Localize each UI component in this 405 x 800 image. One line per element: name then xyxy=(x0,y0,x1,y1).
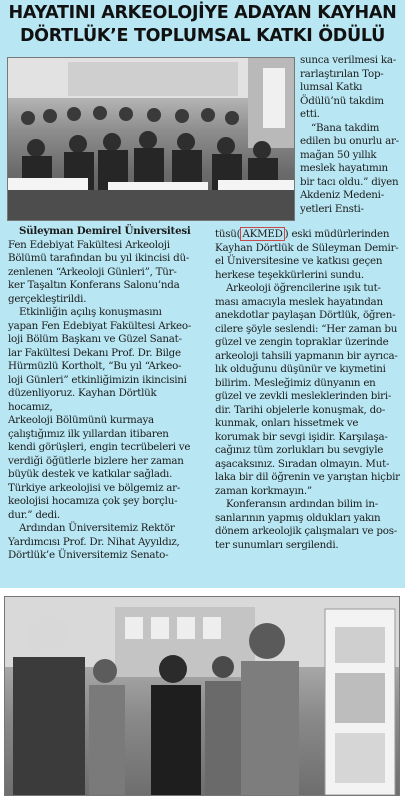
text-line: düzenliyoruz. Kayhan Dörtlük hocamız, xyxy=(8,387,157,413)
text-line: arkeoloji tahsili yapmanın bir ayrıca- xyxy=(215,349,398,362)
text-line: bilirim. Mesleğimiz dünyanın en xyxy=(215,376,376,389)
text-line: edilen bu onurlu ar- xyxy=(300,135,399,147)
text-line: Süleyman Demirel Üniversitesi xyxy=(19,225,191,237)
text-line: laka bir dil öğrenin ve yarıştan hiçbir xyxy=(215,471,400,483)
text-line: Türkiye arkeolojisi ve bölgemiz ar- xyxy=(8,481,181,494)
text-line: Arkeoloji öğrencilerine ışık tut- xyxy=(226,282,381,294)
text-line: Konferansın ardından bilim in- xyxy=(226,498,378,510)
text-line: cilere şöyle seslendi: “Her zaman bu xyxy=(215,322,398,335)
text-line: güzel ve zengin topraklar üzerinde xyxy=(215,336,389,348)
text-line: ması amacıyla meslek hayatından xyxy=(215,295,383,308)
text-line: yapan Fen Edebiyat Fakültesi Arkeo- xyxy=(8,319,192,332)
headline-line-2: DÖRTLÜK’E TOPLUMSAL KATKI ÖDÜLÜ xyxy=(19,26,386,46)
text-line: büyük destek ve katkılar sağladı. xyxy=(8,468,173,480)
text-line: verdiği öğütlerle bizlere her zaman xyxy=(8,454,184,467)
text-line: çalıştığımız ilk yıllardan itibaren xyxy=(8,427,169,440)
text-line: sanlarının yapmış oldukları yakın xyxy=(215,511,381,524)
text-line: “Bana takdim xyxy=(311,121,380,134)
text-line: lık olduğunu düşünür ve kıymetini xyxy=(215,363,386,375)
conference-audience-photo xyxy=(7,57,295,221)
text-line: dönem arkeolojik çalışmaları ve pos- xyxy=(215,525,397,537)
text-line: Hürmüzlü Kortholt, “Bu yıl “Arkeo- xyxy=(8,360,182,372)
text-line: bir tacı oldu.” diyen xyxy=(300,175,399,188)
text-line: gerçekleştirildi. xyxy=(8,292,87,305)
text-line: Fen Edebiyat Fakültesi Arkeoloji xyxy=(8,238,170,251)
text-line: Bölümü tarafından bu yıl ikincisi dü- xyxy=(8,252,190,264)
text-line: güzel ve zevkli mesleklerinden biri- xyxy=(215,390,392,402)
text-line: aşacaksınız. Sıradan olmayın. Mut- xyxy=(215,457,390,470)
text-line: mağan 50 yıllık xyxy=(300,148,377,161)
right-column xyxy=(215,228,401,552)
text-line: meslek hayatımın xyxy=(300,162,388,174)
text-line: cağınız tüm zorlukları bu sevgiyle xyxy=(215,444,384,456)
text-line: Akdeniz Medeni- xyxy=(300,189,384,201)
text-line: ter sunumları sergilendi. xyxy=(215,538,339,551)
text-line: anekdotlar paylaşan Dörtlük, öğren- xyxy=(215,309,396,321)
text-line: Dörtlük’e Üniversitemiz Senato- xyxy=(8,549,169,561)
text-line: keolojisi hocamıza çok şey borçlu- xyxy=(8,495,178,507)
headline-line-1: HAYATINI ARKEOLOJİYE ADAYAN KAYHAN xyxy=(8,3,397,23)
text-line: loji Günleri” etkinliğimizin ikincisini xyxy=(8,373,187,386)
text-line: ker Taşaltın Konferans Salonu’nda xyxy=(8,279,180,291)
text-line: dur.” dedi. xyxy=(8,508,60,521)
audience-illustration xyxy=(8,58,295,221)
text-line: rarlaştırılan Top- xyxy=(300,67,384,80)
text-line: el Üniversitesine ve katkısı geçen xyxy=(215,255,383,267)
text-line: kendi görüşleri, engin tecrübeleri ve xyxy=(8,441,191,453)
text-line: zaman korkmayın.” xyxy=(215,484,312,497)
text-line: etti. xyxy=(300,108,320,120)
headline xyxy=(0,0,405,50)
text-line: korumak bir sevgi işidir. Karşılaşa- xyxy=(215,430,388,443)
right-top-column xyxy=(300,54,400,216)
text-line: lumsal Katkı xyxy=(300,81,363,93)
poster-session-illustration xyxy=(5,597,400,796)
text-line: Ardından Üniversitemiz Rektör xyxy=(19,522,175,534)
akmed-highlight: AKMED xyxy=(242,228,283,240)
text-line: kunmak, onları hissetmek ve xyxy=(215,417,359,429)
text-line: Etkinliğin açılış konuşmasını xyxy=(19,306,162,318)
text-fragment: ) eski müdürlerinden xyxy=(284,228,390,240)
text-line: Kayhan Dörtlük de Süleyman Demir- xyxy=(215,241,399,254)
text-line: zenlenen “Arkeoloji Günleri”, Tür- xyxy=(8,265,177,278)
left-column xyxy=(8,225,200,563)
text-fragment: tüsü( xyxy=(215,228,241,240)
text-line: Yardımcısı Prof. Dr. Nihat Ayyıldız, xyxy=(8,535,180,548)
text-line: dir. Tarihi objelerle konuşmak, do- xyxy=(215,403,386,416)
text-line: herkese teşekkürlerini sundu. xyxy=(215,268,364,281)
text-line-akmed xyxy=(215,228,401,242)
text-line: yetleri Ensti- xyxy=(300,202,364,215)
text-line: loji Bölüm Başkanı ve Güzel Sanat- xyxy=(8,333,182,345)
text-line: Ödülü’nü takdim xyxy=(300,94,384,107)
text-line: lar Fakültesi Dekanı Prof. Dr. Bilge xyxy=(8,346,181,359)
text-line: Arkeoloji Bölümünü kurmaya xyxy=(8,414,154,426)
poster-session-photo xyxy=(4,596,400,796)
text-line: sunca verilmesi ka- xyxy=(300,54,396,66)
